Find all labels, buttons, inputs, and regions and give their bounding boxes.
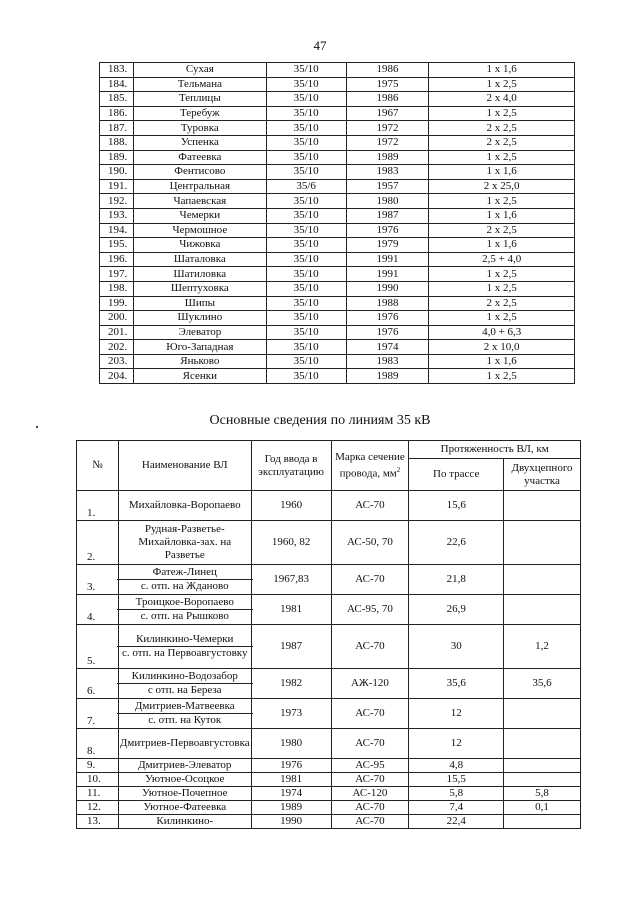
substation-year: 1988 (346, 296, 429, 311)
line-double (504, 815, 581, 829)
substation-year: 1957 (346, 179, 429, 194)
substation-year: 1976 (346, 311, 429, 326)
line-year: 1990 (251, 815, 331, 829)
substation-voltage: 35/10 (266, 223, 346, 238)
substation-power: 2 х 10,0 (429, 340, 575, 355)
substation-name: Теплицы (133, 92, 266, 107)
substation-voltage: 35/10 (266, 296, 346, 311)
line-name (118, 815, 251, 829)
line-name-main: Дмитриев-Первоавгустовка (119, 737, 250, 749)
substation-power: 1 х 2,5 (429, 194, 575, 209)
line-route: 21,8 (409, 565, 504, 595)
substation-num: 203. (100, 354, 134, 369)
line-row (77, 595, 581, 625)
substation-name: Чижовка (133, 238, 266, 253)
line-wire: АС-95 (331, 759, 409, 773)
substation-name: Фатеевка (133, 150, 266, 165)
substation-name: Шипы (133, 296, 266, 311)
line-name-main: Килинкино-Водозабор (131, 670, 238, 682)
substation-year: 1975 (346, 77, 429, 92)
substation-year: 1983 (346, 354, 429, 369)
line-name-main: Уютное-Фатеевка (143, 801, 227, 813)
substation-row (100, 267, 575, 282)
line-row (77, 801, 581, 815)
substation-voltage: 35/10 (266, 106, 346, 121)
substation-year: 1972 (346, 121, 429, 136)
substation-voltage: 35/10 (266, 311, 346, 326)
substation-row (100, 121, 575, 136)
line-double (504, 759, 581, 773)
line-num: 2. (77, 521, 119, 565)
substation-power: 4,0 + 6,3 (429, 325, 575, 340)
substation-row (100, 325, 575, 340)
line-name-branch: с. отп. на Рышково (117, 609, 253, 623)
substations-table (99, 62, 575, 384)
substation-name: Чемерки (133, 208, 266, 223)
substation-year: 1989 (346, 369, 429, 384)
line-row (77, 773, 581, 787)
line-year: 1973 (251, 699, 331, 729)
line-row (77, 521, 581, 565)
substation-row (100, 354, 575, 369)
substation-num: 186. (100, 106, 134, 121)
line-double: 5,8 (504, 787, 581, 801)
line-name-main: Килинкино- (156, 815, 214, 827)
substation-year: 1967 (346, 106, 429, 121)
line-double: 35,6 (504, 669, 581, 699)
line-num: 3. (77, 565, 119, 595)
line-num: 13. (77, 815, 119, 829)
substation-row (100, 340, 575, 355)
line-double (504, 565, 581, 595)
line-year: 1981 (251, 595, 331, 625)
substation-row (100, 179, 575, 194)
line-route: 35,6 (409, 669, 504, 699)
line-name (118, 595, 251, 625)
substation-year: 1991 (346, 267, 429, 282)
line-name (118, 669, 251, 699)
substation-voltage: 35/10 (266, 135, 346, 150)
substation-power: 1 х 1,6 (429, 354, 575, 369)
line-name (118, 565, 251, 595)
line-num: 11. (77, 787, 119, 801)
substation-row (100, 296, 575, 311)
substation-name: Шатиловка (133, 267, 266, 282)
line-wire: АС-70 (331, 815, 409, 829)
line-year: 1989 (251, 801, 331, 815)
line-wire: АС-120 (331, 787, 409, 801)
line-row (77, 759, 581, 773)
line-double: 0,1 (504, 801, 581, 815)
line-year: 1987 (251, 625, 331, 669)
substation-name: Успенка (133, 135, 266, 150)
line-name (118, 729, 251, 759)
substation-voltage: 35/10 (266, 208, 346, 223)
substation-num: 188. (100, 135, 134, 150)
header-route: По трассе (409, 459, 504, 491)
substation-num: 201. (100, 325, 134, 340)
line-year: 1960 (251, 491, 331, 521)
line-wire: АС-70 (331, 699, 409, 729)
substation-voltage: 35/10 (266, 121, 346, 136)
substation-name: Яньково (133, 354, 266, 369)
lines-section-title: Основные сведения по линиям 35 кВ (209, 413, 431, 428)
line-route: 5,8 (409, 787, 504, 801)
page-number: 47 (313, 38, 327, 53)
line-name-main: Уютное-Почепное (141, 787, 228, 799)
substation-name: Чермошное (133, 223, 266, 238)
line-num: 6. (77, 669, 119, 699)
line-double (504, 699, 581, 729)
substation-num: 198. (100, 281, 134, 296)
substation-power: 1 х 2,5 (429, 267, 575, 282)
substation-row (100, 238, 575, 253)
header-num: № (77, 441, 119, 491)
substation-power: 1 х 1,6 (429, 63, 575, 78)
line-double (504, 595, 581, 625)
line-double (504, 729, 581, 759)
line-wire: АС-70 (331, 625, 409, 669)
line-year: 1981 (251, 773, 331, 787)
line-double (504, 773, 581, 787)
substation-year: 1979 (346, 238, 429, 253)
substation-power: 2 х 2,5 (429, 135, 575, 150)
substation-power: 1 х 2,5 (429, 106, 575, 121)
line-name-main: Дмитриев-Матвеевка (134, 700, 235, 712)
header-wire: Марка сечение провода, $мм^2$ (331, 441, 409, 491)
line-year: 1980 (251, 729, 331, 759)
line-year: 1967,83 (251, 565, 331, 595)
substation-num: 194. (100, 223, 134, 238)
line-name (118, 491, 251, 521)
line-route: 30 (409, 625, 504, 669)
substation-power: 1 х 1,6 (429, 238, 575, 253)
line-year: 1960, 82 (251, 521, 331, 565)
substation-num: 196. (100, 252, 134, 267)
line-year: 1982 (251, 669, 331, 699)
header-name: Наименование ВЛ (118, 441, 251, 491)
line-wire: АС-70 (331, 491, 409, 521)
line-name (118, 521, 251, 565)
line-num: 9. (77, 759, 119, 773)
line-route: 15,6 (409, 491, 504, 521)
line-name-main: Троицкое-Воропаево (135, 596, 234, 608)
substation-voltage: 35/10 (266, 281, 346, 296)
substation-year: 1976 (346, 325, 429, 340)
substation-row (100, 106, 575, 121)
line-name (118, 699, 251, 729)
line-num: 5. (77, 625, 119, 669)
substation-year: 1990 (346, 281, 429, 296)
substation-row (100, 194, 575, 209)
substation-name: Фентисово (133, 165, 266, 180)
line-wire: АЖ-120 (331, 669, 409, 699)
substation-name: Шептуховка (133, 281, 266, 296)
substation-voltage: 35/6 (266, 179, 346, 194)
substation-voltage: 35/10 (266, 238, 346, 253)
header-length-group: Протяженность ВЛ, км (409, 441, 581, 459)
substation-power: 1 х 1,6 (429, 208, 575, 223)
line-name (118, 801, 251, 815)
substation-power: 1 х 2,5 (429, 311, 575, 326)
substation-power: 1 х 2,5 (429, 369, 575, 384)
line-name-main: Уютное-Осоцкое (145, 773, 225, 785)
substation-name: Теребуж (133, 106, 266, 121)
substation-name: Сухая (133, 63, 266, 78)
line-year: 1976 (251, 759, 331, 773)
line-num: 1. (77, 491, 119, 521)
substation-row (100, 311, 575, 326)
line-year: 1974 (251, 787, 331, 801)
line-row (77, 491, 581, 521)
substation-power: 2,5 + 4,0 (429, 252, 575, 267)
substation-num: 195. (100, 238, 134, 253)
substation-num: 191. (100, 179, 134, 194)
substation-voltage: 35/10 (266, 267, 346, 282)
header-year: Год ввода в эксплуатацию (251, 441, 331, 491)
substation-power: 2 х 2,5 (429, 223, 575, 238)
line-route: 22,6 (409, 521, 504, 565)
line-wire: АС-95, 70 (331, 595, 409, 625)
line-name (118, 787, 251, 801)
substation-num: 199. (100, 296, 134, 311)
line-route: 15,5 (409, 773, 504, 787)
substation-num: 184. (100, 77, 134, 92)
line-num: 4. (77, 595, 119, 625)
line-wire: АС-70 (331, 565, 409, 595)
substation-year: 1986 (346, 63, 429, 78)
substation-voltage: 35/10 (266, 77, 346, 92)
substation-voltage: 35/10 (266, 252, 346, 267)
substation-power: 2 х 4,0 (429, 92, 575, 107)
line-route: 4,8 (409, 759, 504, 773)
line-double (504, 521, 581, 565)
substation-name: Шуклино (133, 311, 266, 326)
substation-name: Элеватор (133, 325, 266, 340)
line-route: 7,4 (409, 801, 504, 815)
substation-row (100, 208, 575, 223)
substation-power: 1 х 2,5 (429, 281, 575, 296)
line-row (77, 625, 581, 669)
line-name-branch: с отп. на Береза (117, 683, 253, 697)
line-row (77, 669, 581, 699)
line-name-main: Дмитриев-Элеватор (138, 759, 232, 771)
substation-year: 1972 (346, 135, 429, 150)
substation-num: 183. (100, 63, 134, 78)
line-name-branch: с. отп. на Жданово (117, 579, 253, 593)
line-name (118, 759, 251, 773)
substation-row (100, 165, 575, 180)
line-row (77, 787, 581, 801)
substation-name: Чапаевская (133, 194, 266, 209)
substation-power: 1 х 2,5 (429, 150, 575, 165)
line-route: 12 (409, 729, 504, 759)
substation-voltage: 35/10 (266, 150, 346, 165)
substation-row (100, 92, 575, 107)
line-route: 12 (409, 699, 504, 729)
substation-row (100, 223, 575, 238)
line-name-main: Фатеж-Линец (152, 566, 217, 578)
substation-name: Шаталовка (133, 252, 266, 267)
substation-year: 1976 (346, 223, 429, 238)
substation-name: Тельмана (133, 77, 266, 92)
substation-name: Ясенки (133, 369, 266, 384)
substation-num: 202. (100, 340, 134, 355)
substation-name: Юго-Западная (133, 340, 266, 355)
line-name (118, 625, 251, 669)
line-route: 22,4 (409, 815, 504, 829)
substation-num: 200. (100, 311, 134, 326)
substation-voltage: 35/10 (266, 354, 346, 369)
line-row (77, 699, 581, 729)
substation-year: 1983 (346, 165, 429, 180)
substation-name: Туровка (133, 121, 266, 136)
substation-num: 187. (100, 121, 134, 136)
line-wire: АС-70 (331, 729, 409, 759)
substation-row (100, 150, 575, 165)
line-num: 10. (77, 773, 119, 787)
line-name-main: Килинкино-Чемерки (136, 633, 234, 645)
substation-power: 1 х 2,5 (429, 77, 575, 92)
substation-row (100, 135, 575, 150)
line-row (77, 815, 581, 829)
substation-num: 204. (100, 369, 134, 384)
substation-voltage: 35/10 (266, 325, 346, 340)
substation-voltage: 35/10 (266, 369, 346, 384)
substation-year: 1980 (346, 194, 429, 209)
substation-num: 189. (100, 150, 134, 165)
substation-voltage: 35/10 (266, 340, 346, 355)
lines-table (76, 440, 581, 829)
substation-num: 185. (100, 92, 134, 107)
substation-row (100, 63, 575, 78)
line-double (504, 491, 581, 521)
substation-voltage: 35/10 (266, 92, 346, 107)
substation-power: 1 х 1,6 (429, 165, 575, 180)
line-route: 26,9 (409, 595, 504, 625)
line-double: 1,2 (504, 625, 581, 669)
substation-year: 1989 (346, 150, 429, 165)
line-num: 12. (77, 801, 119, 815)
line-num: 8. (77, 729, 119, 759)
line-name-branch: с. отп. на Куток (117, 713, 253, 727)
substation-year: 1986 (346, 92, 429, 107)
substation-num: 197. (100, 267, 134, 282)
line-num: 7. (77, 699, 119, 729)
substation-row (100, 369, 575, 384)
line-row (77, 729, 581, 759)
substation-year: 1987 (346, 208, 429, 223)
substation-num: 192. (100, 194, 134, 209)
substation-name: Центральная (133, 179, 266, 194)
substation-year: 1991 (346, 252, 429, 267)
substation-num: 193. (100, 208, 134, 223)
substation-num: 190. (100, 165, 134, 180)
line-row (77, 565, 581, 595)
line-wire: АС-70 (331, 773, 409, 787)
substation-voltage: 35/10 (266, 165, 346, 180)
substation-voltage: 35/10 (266, 63, 346, 78)
line-name-branch: с. отп. на Первоавгустовку (117, 646, 253, 660)
substation-power: 2 х 2,5 (429, 296, 575, 311)
substation-power: 2 х 2,5 (429, 121, 575, 136)
line-name-main: Рудная-Разветье-Михайловка-зах. на Разветье (138, 523, 232, 561)
substation-voltage: 35/10 (266, 194, 346, 209)
header-double-circuit: Двухцепного участка (504, 459, 581, 491)
line-wire: АС-70 (331, 801, 409, 815)
substation-power: 2 х 25,0 (429, 179, 575, 194)
line-name-main: Михайловка-Воропаево (128, 499, 241, 511)
substation-row (100, 77, 575, 92)
line-wire: АС-50, 70 (331, 521, 409, 565)
substation-row (100, 252, 575, 267)
line-name (118, 773, 251, 787)
substation-row (100, 281, 575, 296)
substation-year: 1974 (346, 340, 429, 355)
